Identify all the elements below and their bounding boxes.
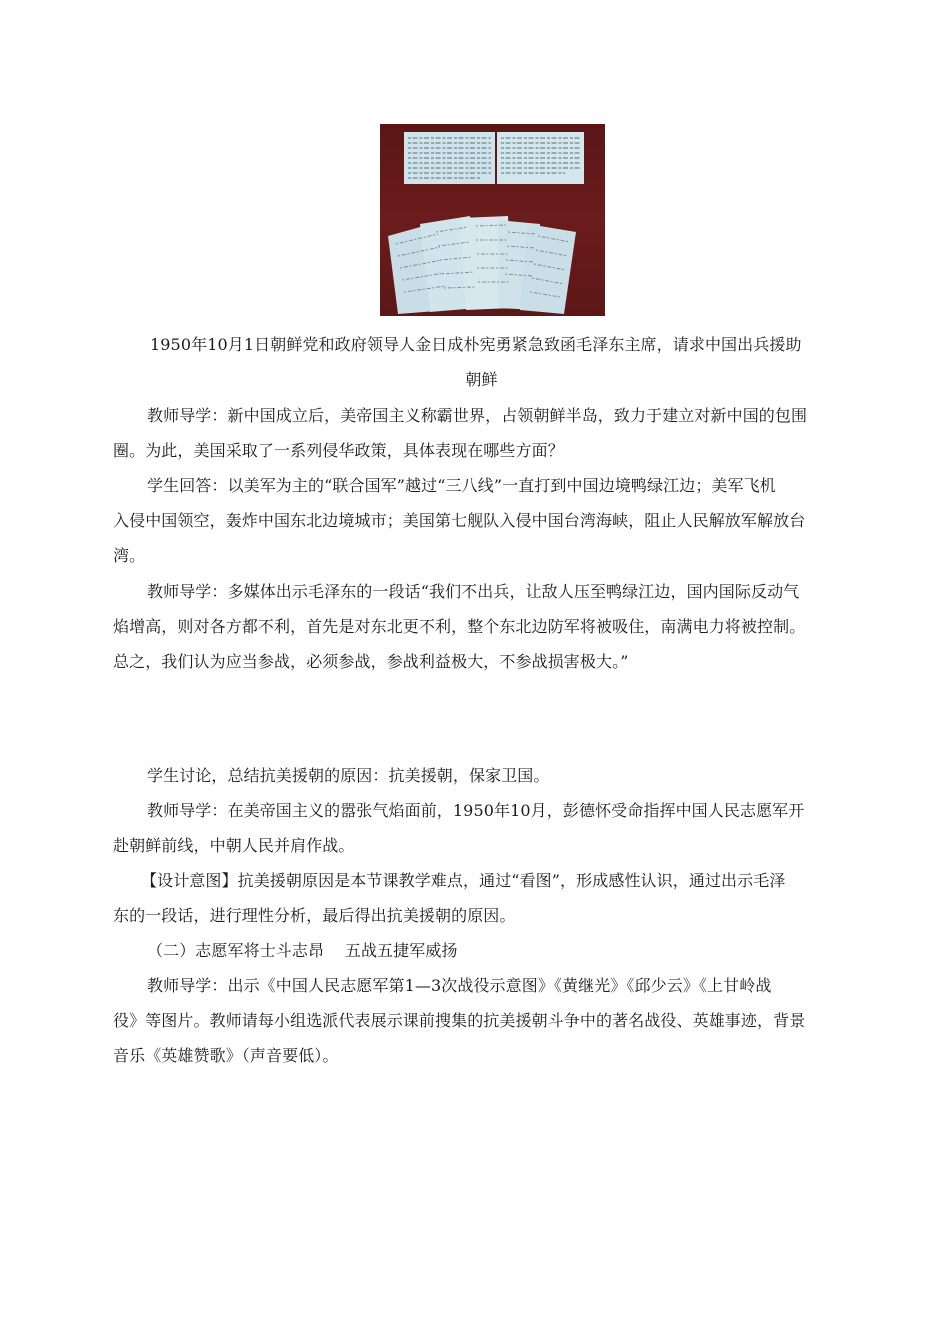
paragraph-teacher-guide-2-line-3: 总之，我们认为应当参战，必须参战，参战利益极大，不参战损害极大。” [113, 652, 629, 671]
paragraph-teacher-guide-4-line-1: 教师导学：出示《中国人民志愿军第1—3次战役示意图》《黄继光》《邱少云》《上甘岭战 [147, 976, 772, 995]
paragraph-student-discussion: 学生讨论，总结抗美援朝的原因：抗美援朝，保家卫国。 [147, 766, 550, 785]
paragraph-teacher-guide-1-line-2: 圈。为此，美国采取了一系列侵华政策，具体表现在哪些方面？ [113, 441, 564, 460]
section-heading-2: （二）志愿军将士斗志昂 五战五捷军威扬 [147, 941, 458, 960]
paragraph-teacher-guide-2-line-1: 教师导学：多媒体出示毛泽东的一段话“我们不出兵，让敌人压至鸭绿江边，国内国际反动气 [147, 582, 800, 601]
paragraph-student-answer-line-2: 入侵中国领空，轰炸中国东北边境城市；美国第七舰队入侵中国台湾海峡，阻止人民解放军解放台 [113, 511, 806, 530]
paragraph-design-intent-line-1: 【设计意图】抗美援朝原因是本节课教学难点，通过“看图”，形成感性认识，通过出示毛泽 [141, 871, 786, 890]
paragraph-student-answer-line-1: 学生回答：以美军为主的“联合国军”越过“三八线”一直打到中国边境鸭绿江边；美军飞机 [147, 476, 776, 495]
letter-photo [380, 124, 605, 316]
photo-caption-line-1: 1950年10月1日朝鲜党和政府领导人金日成朴宪勇紧急致函毛泽东主席，请求中国出兵援助 [150, 335, 802, 354]
paragraph-teacher-guide-2-line-2: 焰增高，则对各方都不利，首先是对东北更不利，整个东北边防军将被吸住，南满电力将被控制。 [113, 617, 806, 636]
photo-caption-line-2: 朝鲜 [465, 370, 498, 389]
paragraph-design-intent-line-2: 东的一段话，进行理性分析，最后得出抗美援朝的原因。 [113, 906, 516, 925]
lower-letter-sheets [388, 216, 576, 314]
paragraph-teacher-guide-3-line-2: 赴朝鲜前线，中朝人民并肩作战。 [113, 836, 355, 855]
paragraph-teacher-guide-4-line-3: 音乐《英雄赞歌》（声音要低）。 [113, 1046, 339, 1065]
paragraph-student-answer-line-3: 湾。 [113, 546, 146, 565]
paragraph-teacher-guide-1-line-1: 教师导学：新中国成立后，美帝国主义称霸世界，占领朝鲜半岛，致力于建立对新中国的包围 [147, 406, 808, 425]
paragraph-teacher-guide-4-line-2: 役》等图片。教师请每小组选派代表展示课前搜集的抗美援朝斗争中的著名战役、英雄事迹，背景 [113, 1011, 806, 1030]
paragraph-teacher-guide-3-line-1: 教师导学：在美帝国主义的嚣张气焰面前，1950年10月，彭德怀受命指挥中国人民志愿军开 [147, 801, 805, 820]
upper-letter-sheets [404, 132, 584, 184]
